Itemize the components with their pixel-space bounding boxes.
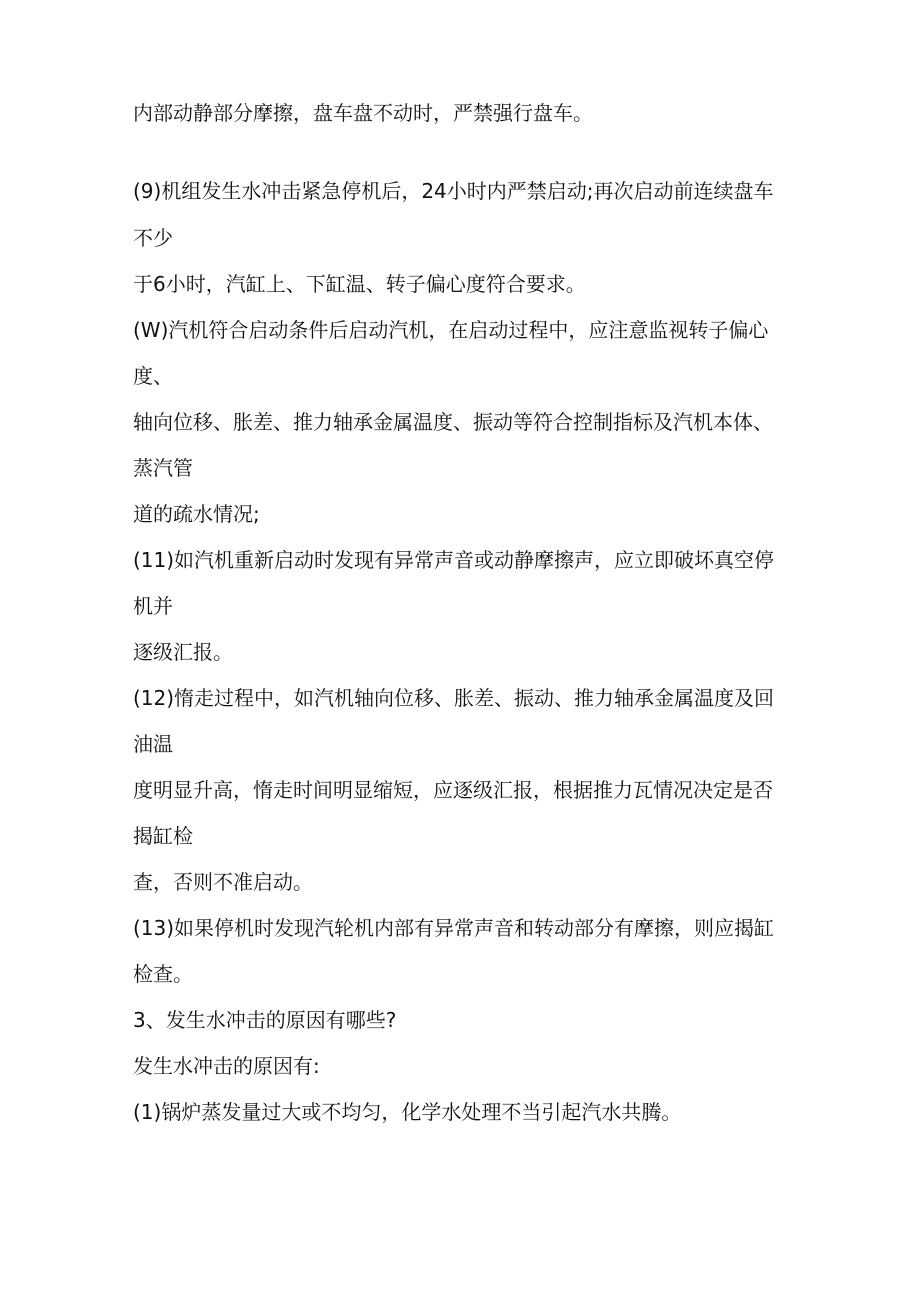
text-line: 蒸汽管 bbox=[133, 456, 193, 480]
text-line: 于6小时，汽缸上、下缸温、转子偏心度符合要求。 bbox=[133, 272, 586, 296]
text-line: (W)汽机符合启动条件后启动汽机，在启动过程中，应注意监视转子偏心 bbox=[133, 318, 769, 342]
text-line: 不少 bbox=[133, 226, 173, 250]
text-line: 内部动静部分摩擦，盘车盘不动时，严禁强行盘车。 bbox=[133, 101, 593, 125]
text-line: 揭缸检 bbox=[133, 824, 193, 848]
text-line: 查，否则不准启动。 bbox=[133, 870, 313, 894]
text-line: (12)惰走过程中，如汽机轴向位移、胀差、振动、推力轴承金属温度及回 bbox=[133, 686, 775, 710]
text-line: 机并 bbox=[133, 594, 173, 618]
text-line: 油温 bbox=[133, 732, 173, 756]
section-heading: 3、发生水冲击的原因有哪些? bbox=[133, 1008, 397, 1032]
text-line: 度、 bbox=[133, 364, 173, 388]
text-line: 道的疏水情况; bbox=[133, 502, 260, 526]
text-line: (1)锅炉蒸发量过大或不均匀，化学水处理不当引起汽水共腾。 bbox=[133, 1100, 682, 1124]
document-body bbox=[133, 101, 793, 1124]
text-line: (13)如果停机时发现汽轮机内部有异常声音和转动部分有摩擦，则应揭缸 bbox=[133, 916, 775, 940]
text-line: (11)如汽机重新启动时发现有异常声音或动静摩擦声，应立即破坏真空停 bbox=[133, 548, 775, 572]
text-line: 轴向位移、胀差、推力轴承金属温度、振动等符合控制指标及汽机本体、 bbox=[133, 410, 773, 434]
text-line: (9)机组发生水冲击紧急停机后，24小时内严禁启动;再次启动前连续盘车 bbox=[133, 179, 774, 203]
text-line: 度明显升高，惰走时间明显缩短，应逐级汇报，根据推力瓦情况决定是否 bbox=[133, 778, 773, 802]
text-line: 发生水冲击的原因有: bbox=[133, 1054, 320, 1078]
text-line: 逐级汇报。 bbox=[133, 640, 233, 664]
text-line: 检查。 bbox=[133, 962, 193, 986]
